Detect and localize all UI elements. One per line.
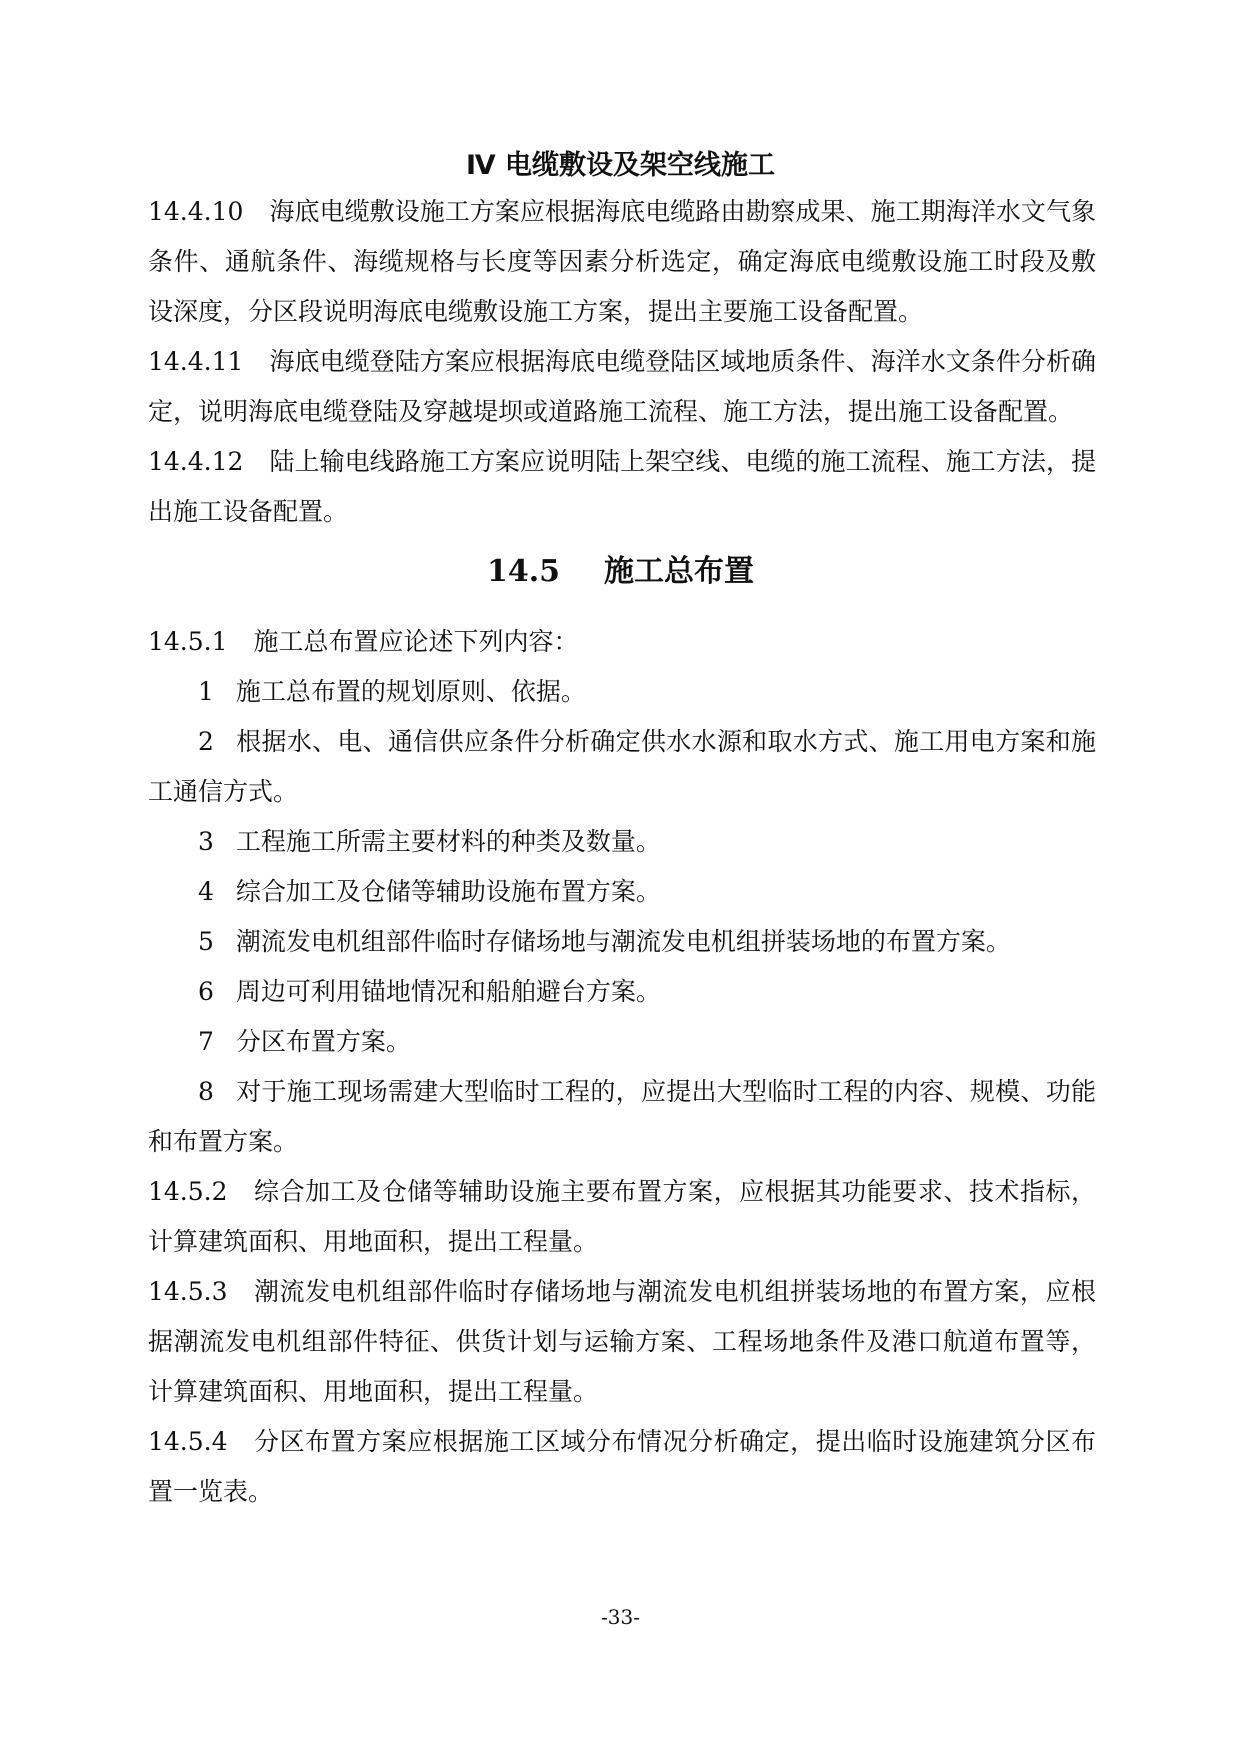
- item-number: 5: [198, 927, 214, 956]
- clause-text: 海底电缆登陆方案应根据海底电缆登陆区域地质条件、海洋水文条件分析确定，说明海底电缆登陆及穿越堤坝或道路施工流程、施工方法，提出施工设备配置。: [148, 347, 1096, 426]
- item-number: 7: [198, 1027, 214, 1056]
- clause-14-4-10: [148, 187, 1096, 337]
- clause-14-5-3: [148, 1267, 1096, 1417]
- item-text: 对于施工现场需建大型临时工程的，应提出大型临时工程的内容、规模、功能和布置方案。: [148, 1077, 1096, 1156]
- clause-14-5-2: [148, 1167, 1096, 1267]
- page-number: -33-: [601, 1605, 640, 1629]
- item-text: 根据水、电、通信供应条件分析确定供水水源和取水方式、施工用电方案和施工通信方式。: [148, 727, 1096, 806]
- section-heading: [0, 548, 1241, 596]
- item-number: 3: [198, 827, 214, 856]
- list-item: [148, 917, 1096, 967]
- item-number: 6: [198, 977, 214, 1006]
- clause-number: 14.5.2: [148, 1177, 228, 1206]
- item-text: 潮流发电机组部件临时存储场地与潮流发电机组拼装场地的布置方案。: [235, 927, 1011, 956]
- clause-14-5-1: [148, 617, 1096, 667]
- clause-number: 14.4.10: [148, 197, 244, 226]
- clause-number: 14.5.3: [148, 1277, 228, 1306]
- clause-number: 14.4.11: [148, 347, 244, 376]
- list-item: [148, 667, 1096, 717]
- clause-number: 14.4.12: [148, 447, 244, 476]
- list-item: [148, 817, 1096, 867]
- subsection-heading: Ⅳ 电缆敷设及架空线施工: [465, 150, 776, 181]
- clause-text: 陆上输电线路施工方案应说明陆上架空线、电缆的施工流程、施工方法，提出施工设备配置。: [148, 447, 1096, 526]
- item-text: 施工总布置的规划原则、依据。: [235, 677, 586, 706]
- item-number: 2: [198, 727, 214, 756]
- clause-text: 综合加工及仓储等辅助设施主要布置方案，应根据其功能要求、技术指标，计算建筑面积、用地面积，提出工程量。: [148, 1177, 1096, 1256]
- clause-text: 施工总布置应论述下列内容：: [253, 627, 579, 656]
- item-text: 综合加工及仓储等辅助设施布置方案。: [235, 877, 661, 906]
- clause-number: 14.5.1: [148, 627, 228, 656]
- item-text: 工程施工所需主要材料的种类及数量。: [235, 827, 661, 856]
- clause-number: 14.5.4: [148, 1427, 228, 1456]
- item-number: 8: [198, 1077, 214, 1106]
- list-item: [148, 967, 1096, 1017]
- clause-14-4-11: [148, 337, 1096, 437]
- list-item: [148, 717, 1096, 817]
- list-item: [148, 1067, 1096, 1167]
- clause-text: 潮流发电机组部件临时存储场地与潮流发电机组拼装场地的布置方案，应根据潮流发电机组部件特征、供货计划与运输方案、工程场地条件及港口航道布置等，计算建筑面积、用地面积，提出工程量。: [148, 1277, 1096, 1406]
- item-text: 分区布置方案。: [235, 1027, 411, 1056]
- item-text: 周边可利用锚地情况和船舶避台方案。: [235, 977, 661, 1006]
- clause-14-4-12: [148, 437, 1096, 537]
- item-number: 1: [198, 677, 214, 706]
- list-item: [148, 867, 1096, 917]
- item-number: 4: [198, 877, 214, 906]
- clause-text: 海底电缆敷设施工方案应根据海底电缆路由勘察成果、施工期海洋水文气象条件、通航条件、海缆规格与长度等因素分析选定，确定海底电缆敷设施工时段及敷设深度，分区段说明海底电缆敷设施工方案，提出主要施工设备配置。: [148, 197, 1096, 326]
- section-number: 14.5: [486, 554, 561, 589]
- section-title: 施工总布置: [604, 554, 755, 589]
- list-item: [148, 1017, 1096, 1067]
- clause-text: 分区布置方案应根据施工区域分布情况分析确定，提出临时设施建筑分区布置一览表。: [148, 1427, 1096, 1506]
- clause-14-5-4: [148, 1417, 1096, 1517]
